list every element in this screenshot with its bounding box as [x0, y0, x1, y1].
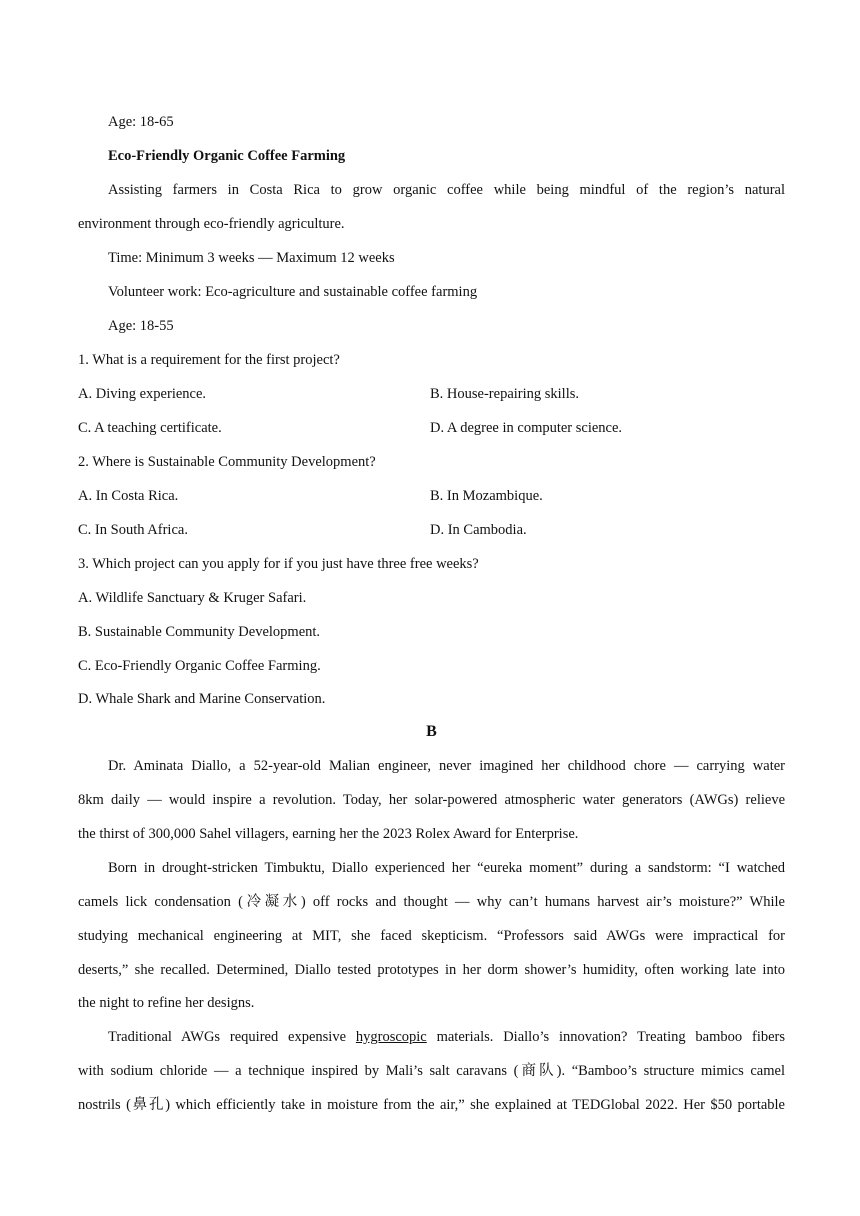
passage-line: deserts,” she recalled. Determined, Diallo tested prototypes in her dorm shower’s humidity, often working late into	[78, 962, 785, 978]
question-1-option-a: A. Diving experience.	[78, 386, 207, 402]
passage-line: Born in drought-stricken Timbuktu, Diallo experienced her “eureka moment” during a sandstorm: “I watched	[108, 860, 785, 876]
question-1-option-b: B. House-repairing skills.	[430, 386, 580, 402]
project-description-line: Assisting farmers in Costa Rica to grow organic coffee while being mindful of the region’s natural	[108, 182, 785, 198]
passage-heading: B	[426, 723, 437, 740]
passage-line: the night to refine her designs.	[78, 995, 255, 1011]
passage-line: the thirst of 300,000 Sahel villagers, earning her the 2023 Rolex Award for Enterprise.	[78, 826, 579, 842]
passage-line: studying mechanical engineering at MIT, she faced skepticism. “Professors said AWGs were impractical for	[78, 928, 785, 944]
question-3-option-c: C. Eco-Friendly Organic Coffee Farming.	[78, 658, 321, 674]
passage-text: Traditional AWGs required expensive	[108, 1029, 347, 1045]
question-1-stem: 1. What is a requirement for the first project?	[78, 352, 340, 368]
question-2-option-a: A. In Costa Rica.	[78, 488, 179, 504]
project-age: Age: 18-65	[108, 114, 174, 130]
project-volunteer-work: Volunteer work: Eco-agriculture and sustainable coffee farming	[108, 284, 478, 300]
project-title: Eco-Friendly Organic Coffee Farming	[108, 148, 346, 164]
question-2-option-d: D. In Cambodia.	[430, 522, 527, 538]
passage-line: camels lick condensation (冷凝水) off rocks and thought — why can’t humans harvest air’s moisture?” While	[78, 894, 785, 910]
passage-line: 8km daily — would inspire a revolution. Today, her solar-powered atmospheric water generators (AWGs) relieve	[78, 792, 785, 808]
question-3-option-a: A. Wildlife Sanctuary & Kruger Safari.	[78, 590, 307, 606]
project-time: Time: Minimum 3 weeks — Maximum 12 weeks	[108, 250, 395, 266]
question-2-option-b: B. In Mozambique.	[430, 488, 543, 504]
question-1-option-c: C. A teaching certificate.	[78, 420, 222, 436]
question-3-option-d: D. Whale Shark and Marine Conservation.	[78, 691, 326, 707]
passage-line: Dr. Aminata Diallo, a 52-year-old Malian engineer, never imagined her childhood chore — carrying water	[108, 758, 785, 774]
passage-line: with sodium chloride — a technique inspired by Mali’s salt caravans (商队). “Bamboo’s structure mimics camel	[78, 1063, 785, 1079]
question-3-option-b: B. Sustainable Community Development.	[78, 624, 321, 640]
passage-text: materials. Diallo’s innovation? Treating bamboo fibers	[436, 1029, 786, 1045]
project-description-line: environment through eco-friendly agriculture.	[78, 216, 345, 232]
passage-line-with-term	[108, 1027, 785, 1047]
question-1-option-d: D. A degree in computer science.	[430, 420, 623, 436]
project-age: Age: 18-55	[108, 318, 174, 334]
passage-line: nostrils (鼻孔) which efficiently take in moisture from the air,” she explained at TEDGlobal 2022. Her $50 portable	[78, 1097, 785, 1113]
underlined-term: hygroscopic	[355, 1029, 427, 1045]
question-2-option-c: C. In South Africa.	[78, 522, 188, 538]
question-2-stem: 2. Where is Sustainable Community Development?	[78, 454, 376, 470]
question-3-stem: 3. Which project can you apply for if you just have three free weeks?	[78, 556, 479, 572]
